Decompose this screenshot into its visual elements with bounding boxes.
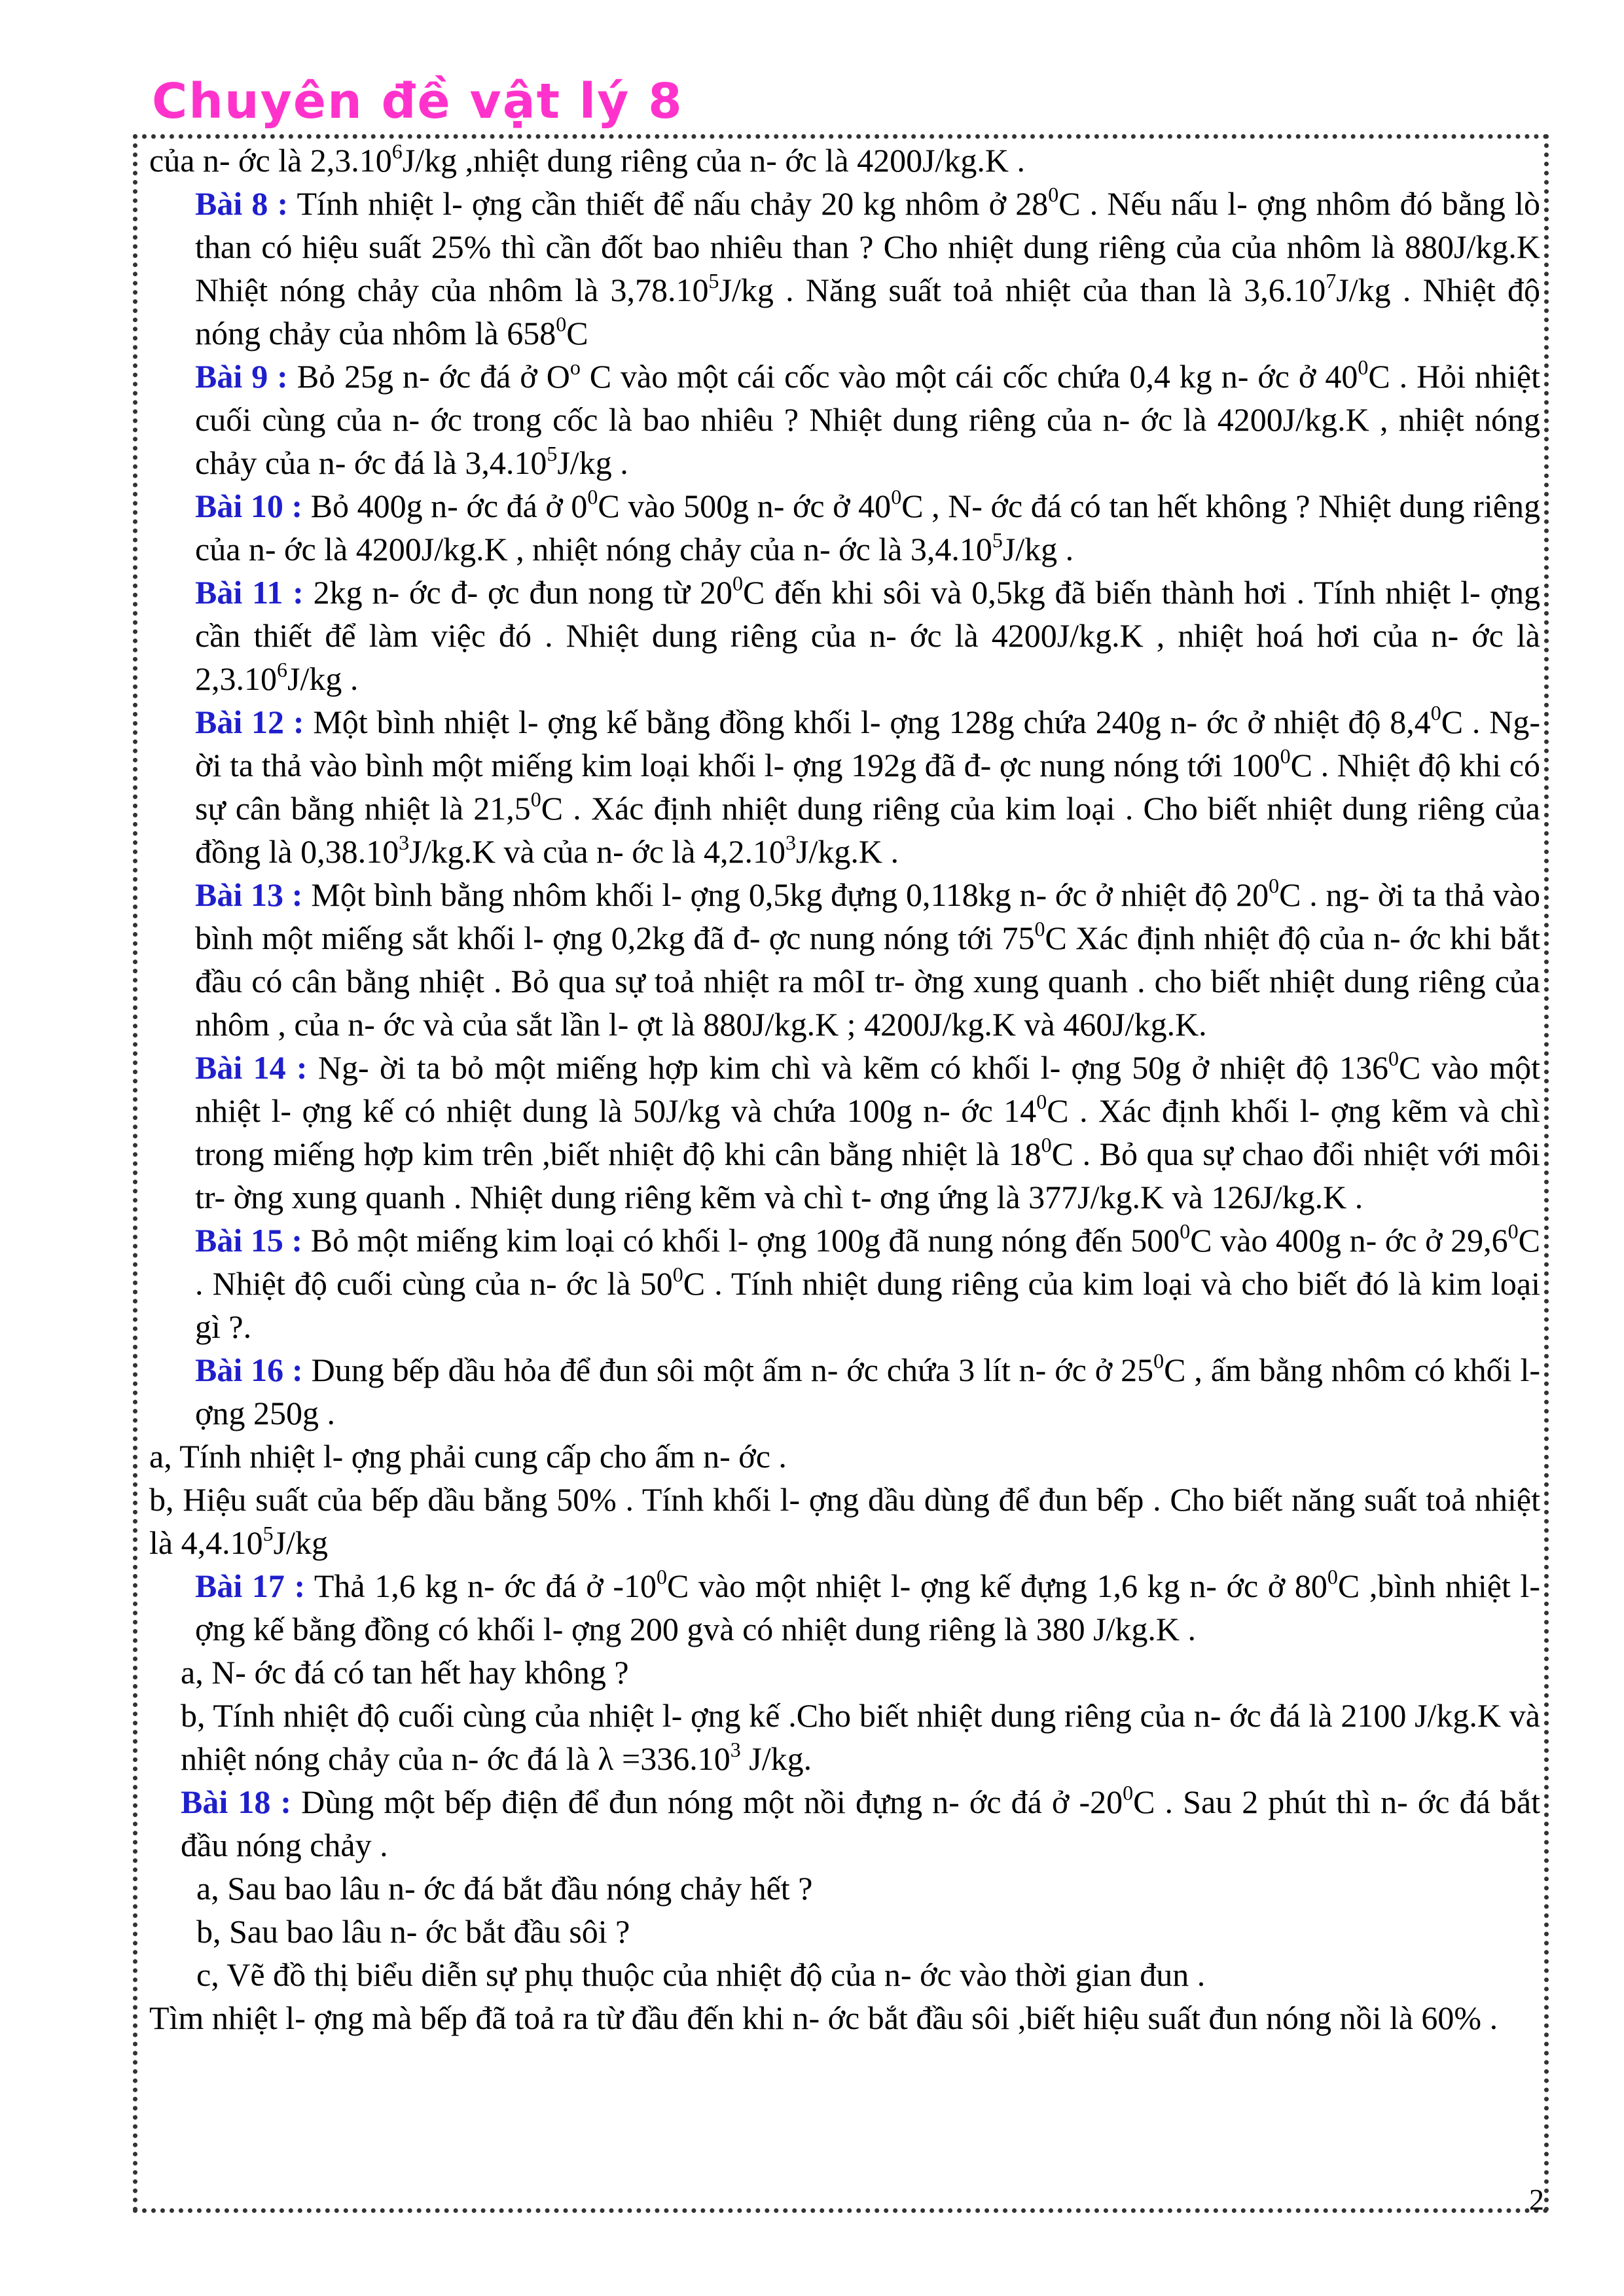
problem-label: Bài 12 : [195,704,304,740]
problem-18-part-a: a, Sau bao lâu n- ớc đá bắt đầu nóng chảy hết ? [196,1870,813,1907]
problem-17-part-b [149,1694,1540,1780]
text: C vào 400g n- ớc ở 29,6 [1190,1222,1508,1259]
superscript: 0 [530,787,541,811]
problem-label: Bài 16 : [195,1352,303,1388]
problem-17 [149,1564,1540,1651]
text: Dung bếp dầu hỏa để đun sôi một ấm n- ớc chứa 3 lít n- ớc ở 25 [302,1352,1154,1388]
problem-label: Bài 17 : [195,1568,306,1604]
superscript: 0 [1430,701,1441,725]
superscript: 0 [891,485,902,509]
text: 2kg n- ớc đ- ợc đun nong từ 20 [303,574,732,611]
problem-18 [149,1780,1540,1867]
text: C ,bình nhiệt l- ợng kế bằng đồng có khối l- ợng 200 gvà có nhiệt dung riêng là 380 J/kg.K . [195,1568,1540,1647]
text: C . Nếu nấu l- ợng nhôm đó bằng lò than có hiệu suất 25% thì cần đốt bao nhiêu than ? Cho nhiệt dung riêng của của nhôm là 880J/kg.K Nhiệt nóng chảy của nhôm là 3,78.10 [195,185,1540,308]
text: C . Tính nhiệt dung riêng của kim loại và cho biết đó là kim loại gì ?. [195,1265,1540,1345]
problem-label: Bài 8 : [195,185,289,222]
text: b, Tính nhiệt độ cuối cùng của nhiệt l- ợng kế .Cho biết nhiệt dung riêng của n- ớc đá là 2100 J/kg.K và nhiệt nóng chảy của n- ớc đá là λ =336.10 [181,1697,1540,1777]
problem-8 [149,182,1540,355]
text: C . Xác định khối l- ợng kẽm và chì trong miếng hợp kim trên ,biết nhiệt độ khi cân bằng nhiệt là 18 [195,1092,1540,1172]
problem-label: Bài 15 : [195,1222,303,1259]
text: Bỏ một miếng kim loại có khối l- ợng 100g đã nung nóng đến 500 [302,1222,1180,1259]
superscript: 0 [1507,1219,1519,1243]
text: C đến khi sôi và 0,5kg đã biến thành hơi . Tính nhiệt l- ợng cần thiết để làm việc đó . Nhiệt dung riêng của n- ớc là 4200J/kg.K , nhiệt hoá hơi của n- ớc là 2,3.10 [195,574,1540,697]
superscript: 0 [1280,744,1291,768]
text: C . ng- ời ta thả vào bình một miếng sắt khối l- ợng 0,2kg đã đ- ợc nung nóng tới 75 [195,876,1540,956]
problem-16-part-a: a, Tính nhiệt l- ợng phải cung cấp cho ấm n- ớc . [149,1438,787,1475]
text: C . Sau 2 phút thì n- ớc đá bắt đầu nóng chảy . [181,1784,1540,1863]
text: J/kg [273,1524,328,1561]
text: J/kg . [557,444,628,481]
superscript: 0 [1358,355,1369,379]
problem-label: Bài 13 : [195,876,303,913]
text: Bỏ 25g n- ớc đá ở O [287,358,570,395]
problem-14 [149,1046,1540,1219]
problem-label: Bài 11 : [195,574,304,611]
superscript: 0 [1048,183,1059,206]
text: của n- ớc là 2,3.10 [149,142,392,179]
text: J/kg . [287,660,359,697]
text: C . Bỏ qua sự chao đổi nhiệt với môi tr- ờng xung quanh . Nhiệt dung riêng kẽm và chì t- ơng ứng là 377J/kg.K và 126J/kg.K . [195,1136,1540,1215]
problem-11 [149,571,1540,700]
problem-18-final: Tìm nhiệt l- ợng mà bếp đã toả ra từ đầu đến khi n- ớc bắt đầu sôi ,biết hiệu suất đun nóng nồi là 60% . [149,2000,1498,2036]
problem-9 [149,355,1540,484]
superscript: 0 [657,1565,667,1588]
superscript: 0 [1153,1349,1164,1372]
text: C vào một cái cốc vào một cái cốc chứa 0,4 kg n- ớc ở 40 [580,358,1358,395]
text: C . Nhiệt độ cuối cùng của n- ớc là 50 [195,1222,1540,1302]
problem-18-part-c: c, Vẽ đồ thị biểu diễn sự phụ thuộc của nhiệt độ của n- ớc vào thời gian đun . [196,1956,1206,1993]
superscript: 0 [1036,1090,1047,1113]
superscript: 5 [262,1522,274,1545]
superscript: 6 [277,658,287,681]
text: J/kg . Năng suất toả nhiệt của than là 3,6.10 [719,272,1326,308]
problem-label: Bài 14 : [195,1049,308,1086]
text: J/kg. [740,1740,812,1777]
problem-12 [149,700,1540,873]
text: C Xác định nhiệt độ của n- ớc khi bắt đầu có cân bằng nhiệt . Bỏ qua sự toả nhiệt ra môI tr- ờng xung quanh . cho biết nhiệt dung riêng của nhôm , của n- ớc và của sắt lần l- ợt là 880J/kg.K ; 4200J/kg.K và 460J/kg.K. [195,920,1541,1043]
problem-16 [149,1348,1540,1435]
text: C . Ng- ời ta thả vào bình một miếng kim loại khối l- ợng 192g đã đ- ợc nung nóng tới 100 [195,704,1540,783]
text: C vào 500g n- ớc ở 40 [598,488,892,524]
text: J/kg ,nhiệt dung riêng của n- ớc là 4200J/kg.K . [402,142,1026,179]
superscript: 0 [587,485,598,509]
superscript: 5 [992,528,1003,552]
text: C [566,315,588,351]
text: Dùng một bếp điện để đun nóng một nồi đựng n- ớc đá ở -20 [291,1784,1123,1820]
problem-15 [149,1219,1540,1348]
superscript: 5 [708,269,719,293]
problem-16-part-b [149,1478,1540,1564]
text: C . Nhiệt độ khi có sự cân bằng nhiệt là 21,5 [195,747,1540,827]
document-body [149,139,1540,2039]
text: C . Hỏi nhiệt cuối cùng của n- ớc trong cốc là bao nhiêu ? Nhiệt dung riêng của n- ớc là 4200J/kg.K , nhiệt nóng chảy của n- ớc đá là 3,4.10 [195,358,1540,481]
text: Tính nhiệt l- ợng cần thiết để nấu chảy 20 kg nhôm ở 28 [288,185,1049,222]
problem-label: Bài 9 : [195,358,288,395]
superscript: 7 [1326,269,1337,293]
superscript: 0 [1123,1781,1134,1804]
text: J/kg.K và của n- ớc là 4,2.10 [409,833,785,870]
superscript: 0 [1269,874,1280,897]
text: J/kg . Nhiệt độ nóng chảy của nhôm là 658 [195,272,1540,351]
text: C . Xác định nhiệt dung riêng của kim loại . Cho biết nhiệt dung riêng của đồng là 0,38.10 [195,790,1540,870]
text: C , ấm bằng nhôm có khối l- ợng 250g . [195,1352,1540,1431]
superscript: 3 [785,831,796,854]
superscript: 0 [1327,1565,1338,1588]
superscript: 0 [1034,917,1045,941]
text: b, Hiệu suất của bếp dầu bằng 50% . Tính khối l- ợng dầu dùng để đun bếp . Cho biết năng suất toả nhiệt là 4,4.10 [149,1481,1540,1561]
superscript: 0 [1180,1219,1191,1243]
superscript: 0 [1041,1133,1052,1157]
problem-18-part-b: b, Sau bao lâu n- ớc bắt đầu sôi ? [196,1913,630,1950]
text: Một bình bằng nhôm khối l- ợng 0,5kg đựng 0,118kg n- ớc ở nhiệt độ 20 [302,876,1269,913]
superscript: 0 [1388,1047,1399,1070]
problem-13 [149,873,1540,1046]
superscript: 3 [399,831,410,854]
text: Bỏ 400g n- ớc đá ở 0 [302,488,588,524]
text: C , N- ớc đá có tan hết không ? Nhiệt dung riêng của n- ớc là 4200J/kg.K , nhiệt nóng chảy của n- ớc là 3,4.10 [195,488,1540,567]
problem-17-part-a: a, N- ớc đá có tan hết hay không ? [181,1654,629,1691]
text: C vào một nhiệt l- ợng kế có nhiệt dung là 50J/kg và chứa 100g n- ớc 14 [195,1049,1541,1129]
page-number: 2 [1529,2183,1544,2216]
text: Ng- ời ta bỏ một miếng hợp kim chì và kẽm có khối l- ợng 50g ở nhiệt độ 136 [307,1049,1389,1086]
page-header-title: Chuyên đề vật lý 8 [152,73,683,130]
problem-label: Bài 10 : [195,488,303,524]
text: Thả 1,6 kg n- ớc đá ở -10 [305,1568,657,1604]
problem-10 [149,484,1540,571]
text: Một bình nhiệt l- ợng kế bằng đồng khối l- ợng 128g chứa 240g n- ớc ở nhiệt độ 8,4 [304,704,1431,740]
superscript: 5 [547,442,558,465]
text: J/kg . [1002,531,1074,567]
paragraph-continuation [149,139,1540,182]
text: J/kg.K . [796,833,899,870]
superscript: o [569,355,581,379]
problem-label: Bài 18 : [181,1784,292,1820]
superscript: 0 [672,1263,683,1286]
superscript: 6 [391,139,403,163]
superscript: 3 [730,1738,741,1761]
superscript: 0 [556,312,567,336]
text: C vào một nhiệt l- ợng kế đựng 1,6 kg n- ớc ở 80 [667,1568,1327,1604]
superscript: 0 [732,571,743,595]
